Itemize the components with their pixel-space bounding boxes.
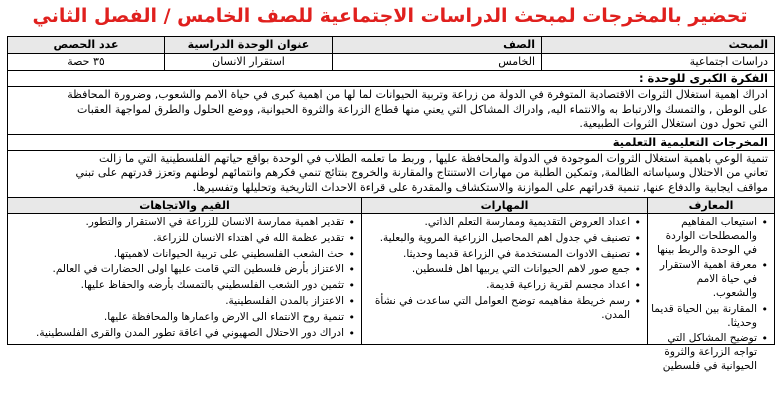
periods-header: عدد الحصص	[8, 37, 164, 53]
big-idea-line: ادراك اهمية استغلال الثروات الاقتصادية المتوفرة في الدولة من زراعة وتربية الحيوانات لما لها من اهمية كبرى في حياة الامم والشعوب, وضرورة المحافظة	[67, 88, 768, 101]
learning-outcomes-heading: المخرجات التعليمية التعلمية	[8, 135, 774, 151]
unit-title-value: استقرار الانسان	[164, 54, 332, 70]
big-idea-heading: الفكرة الكبرى للوحدة :	[8, 71, 774, 87]
values-list	[11, 216, 358, 340]
learning-outcomes-line: مواقف ايجابية والدفاع عنها, تنمية قدراتهم على الموازنة والاستكشاف والمقدرة على قراءة الاحداث التاريخية وتحليلها وتفسيرها.	[192, 180, 768, 194]
big-idea-line: على الوطن , والتمسك والارتباط به والانتماء اليه, وادراك المشاكل التي يعني منها قطاع الزراعة والثروة الحيوانية, ووضع الحلول والطرق لمواجهة العقبات	[77, 102, 768, 116]
list-item: • تقدير عظمة الله في اهتداء الانسان للزراعة.	[11, 232, 344, 246]
list-item: • حث الشعب الفلسطيني على تربية الحيوانات لاهميتها.	[11, 248, 344, 262]
columns-header-row	[8, 198, 774, 214]
list-item: • تقدير اهمية ممارسة الانسان للزراعة في الاستقرار والتطور.	[11, 216, 344, 230]
info-header-row	[8, 37, 774, 54]
learning-outcomes-text	[8, 151, 774, 198]
unit-title-header: عنوان الوحدة الدراسية	[164, 37, 332, 53]
list-item: • توضيح المشاكل التي تواجه الزراعة والثروة الحيوانية في فلسطين	[651, 332, 757, 373]
class-header: الصف	[332, 37, 541, 53]
list-item: • ادراك دور الاحتلال الصهيوني في اعاقة تطور المدن والقرى الفلسطينية.	[11, 327, 344, 341]
list-item: • الاعتزاز بالمدن الفلسطينية.	[11, 295, 344, 309]
subject-value: دراسات اجتماعية	[541, 54, 774, 70]
skills-header: المهارات	[361, 198, 647, 213]
class-value: الخامس	[332, 54, 541, 70]
knowledge-column	[647, 214, 774, 372]
knowledge-list	[651, 216, 771, 374]
periods-value: ٣٥ حصة	[67, 55, 105, 68]
list-item: • المقارنة بين الحياة قديما وحديثا.	[651, 303, 757, 331]
list-item: • رسم خريطة مفاهيمه توضح العوامل التي ساعدت في نشأة المدن.	[365, 295, 630, 323]
list-item: • اعداد العروض التقديمية وممارسة التعلم الذاتي.	[365, 216, 630, 230]
knowledge-header: المعارف	[647, 198, 774, 213]
lesson-plan-table	[7, 36, 775, 372]
learning-outcomes-section	[8, 135, 774, 199]
values-header: القيم والاتجاهات	[8, 198, 361, 213]
list-item: • معرفة اهمية الاستقرار في حياة الامم والشعوب.	[651, 259, 757, 300]
learning-outcomes-line: تنمية الوعي باهمية استغلال الثروات الموجودة في الدولة والمحافظة عليها , وربط ما تعلمه الطلاب في الوحدة بواقع حياتهم الفلسطينية التي ما زالت	[98, 151, 768, 165]
list-item: • الاعتزاز بأرض فلسطين التي قامت عليها اولى الحضارات في العالم.	[11, 263, 344, 277]
list-item: • تصنيف الادوات المستخدمة في الزراعة قديما وحديثا.	[365, 248, 630, 262]
list-item: • استيعاب المفاهيم والمصطلحات الواردة في الوحدة والربط بينها	[651, 216, 757, 257]
subject-header: المبحث	[541, 37, 774, 53]
values-column	[8, 214, 361, 344]
info-value-row	[8, 54, 774, 71]
list-item: • تصنيف في جدول اهم المحاصيل الزراعية المروية والبعلية.	[365, 232, 630, 246]
skills-list	[365, 216, 644, 323]
big-idea-line: التي تحول دون استغلال الثروات الطبيعية.	[579, 117, 768, 130]
big-idea-text	[8, 87, 774, 134]
skills-column	[361, 214, 647, 344]
list-item: • تنمية روح الانتماء الى الارض واعمارها والمحافظة عليها.	[11, 311, 344, 325]
columns-body	[8, 214, 774, 372]
learning-outcomes-line: تعاني من الاحتلال وسياساته الظالمة, وتمكين الطلبة من مهارات الاستنتاج والمقارنة والخروج بنتائج تنمي فكرهم وانتمائهم لوطنهم وتعزز قدرتهم على تبني	[75, 166, 768, 179]
list-item: • تثمين دور الشعب الفلسطيني بالتمسك بأرضه والحفاظ عليها.	[11, 279, 344, 293]
big-idea-section	[8, 71, 774, 135]
page-title: تحضير بالمخرجات لمبحث الدراسات الاجتماعية للصف الخامس / الفصل الثاني	[32, 5, 748, 27]
list-item: • جمع صور لاهم الحيوانات التي يربيها اهل فلسطين.	[365, 263, 630, 277]
list-item: • اعداد مجسم لقرية زراعية قديمة.	[365, 279, 630, 293]
